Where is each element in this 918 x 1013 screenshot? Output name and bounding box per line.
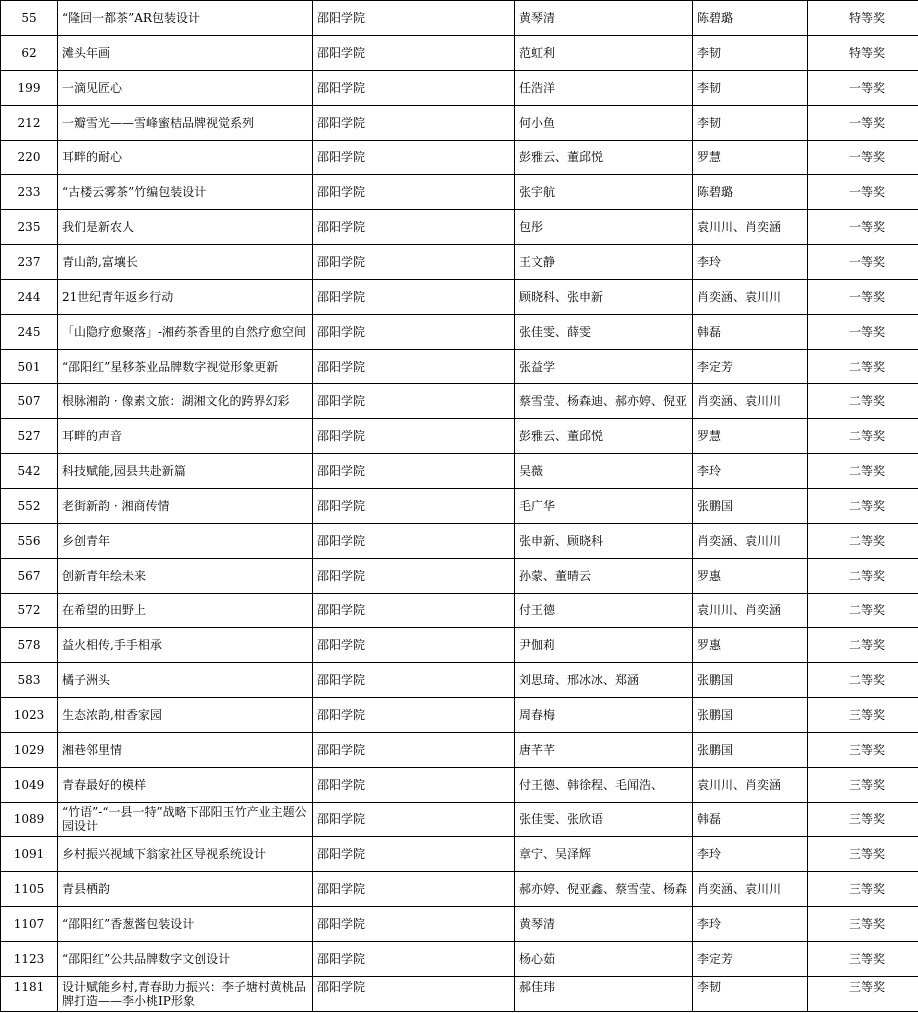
award-cell: 三等奖 [808,837,918,872]
award-cell: 三等奖 [808,976,918,1011]
entry-number-cell: 507 [1,384,58,419]
work-title-cell: 青山韵,富壤长 [58,245,313,280]
advisor-cell: 李玲 [693,245,808,280]
work-title-cell: 根脉湘韵 · 像素文旅：湖湘文化的跨界幻彩 [58,384,313,419]
advisor-cell: 罗慧 [693,140,808,175]
award-cell: 二等奖 [808,454,918,489]
table-row [1,732,918,767]
award-cell: 一等奖 [808,105,918,140]
table-row [1,698,918,733]
school-cell: 邵阳学院 [313,976,515,1011]
table-row [1,36,918,71]
award-cell: 特等奖 [808,1,918,36]
work-title-cell: 益火相传,手手相承 [58,628,313,663]
entry-number-cell: 1123 [1,941,58,976]
school-cell: 邵阳学院 [313,872,515,907]
work-title-cell: 老街新韵 · 湘商传情 [58,488,313,523]
school-cell: 邵阳学院 [313,36,515,71]
advisor-cell: 李定芳 [693,349,808,384]
table-row [1,210,918,245]
award-cell: 二等奖 [808,593,918,628]
advisor-cell: 肖奕涵、袁川川 [693,872,808,907]
award-cell: 三等奖 [808,907,918,942]
authors-cell: 付王德 [515,593,693,628]
advisor-cell: 李韧 [693,105,808,140]
school-cell: 邵阳学院 [313,698,515,733]
work-title-cell: “邵阳红”香葱酱包装设计 [58,907,313,942]
table-row [1,628,918,663]
award-cell: 三等奖 [808,802,918,837]
authors-cell: 杨心茹 [515,941,693,976]
table-row [1,70,918,105]
school-cell: 邵阳学院 [313,210,515,245]
school-cell: 邵阳学院 [313,732,515,767]
advisor-cell: 李定芳 [693,941,808,976]
authors-cell: 王文静 [515,245,693,280]
table-row [1,384,918,419]
entry-number-cell: 233 [1,175,58,210]
authors-cell: 尹伽莉 [515,628,693,663]
entry-number-cell: 527 [1,419,58,454]
table-row [1,802,918,837]
work-title-cell: 滩头年画 [58,36,313,71]
advisor-cell: 袁川川、肖奕涵 [693,767,808,802]
award-cell: 一等奖 [808,140,918,175]
advisor-cell: 袁川川、肖奕涵 [693,210,808,245]
authors-cell: 顾晓科、张申新 [515,279,693,314]
advisor-cell: 张鹏国 [693,698,808,733]
table-row [1,314,918,349]
authors-cell: 郝亦婷、倪亚鑫、蔡雪莹、杨森 [515,872,693,907]
table-row [1,419,918,454]
award-cell: 二等奖 [808,384,918,419]
authors-cell: 孙蒙、董晴云 [515,558,693,593]
award-cell: 三等奖 [808,872,918,907]
work-title-cell: 青县栖韵 [58,872,313,907]
table-row [1,140,918,175]
advisor-cell: 肖奕涵、袁川川 [693,279,808,314]
authors-cell: 范虹利 [515,36,693,71]
advisor-cell: 李玲 [693,907,808,942]
authors-cell: 吴薇 [515,454,693,489]
work-title-cell: 一滴见匠心 [58,70,313,105]
authors-cell: 章宁、吴泽辉 [515,837,693,872]
advisor-cell: 陈碧璐 [693,1,808,36]
entry-number-cell: 572 [1,593,58,628]
advisor-cell: 肖奕涵、袁川川 [693,523,808,558]
work-title-cell: 青春最好的模样 [58,767,313,802]
school-cell: 邵阳学院 [313,488,515,523]
work-title-cell: 橘子洲头 [58,663,313,698]
table-row [1,245,918,280]
work-title-cell: 创新青年绘未来 [58,558,313,593]
entry-number-cell: 245 [1,314,58,349]
award-cell: 二等奖 [808,523,918,558]
school-cell: 邵阳学院 [313,837,515,872]
entry-number-cell: 1107 [1,907,58,942]
work-title-cell: “古楼云雾茶”竹编包装设计 [58,175,313,210]
table-row [1,279,918,314]
advisor-cell: 韩磊 [693,314,808,349]
authors-cell: 张佳雯、薛雯 [515,314,693,349]
advisor-cell: 张鹏国 [693,732,808,767]
school-cell: 邵阳学院 [313,941,515,976]
school-cell: 邵阳学院 [313,314,515,349]
awards-table-body [1,1,918,1012]
entry-number-cell: 1049 [1,767,58,802]
advisor-cell: 张鹏国 [693,488,808,523]
entry-number-cell: 1023 [1,698,58,733]
table-row [1,558,918,593]
table-row [1,1,918,36]
school-cell: 邵阳学院 [313,349,515,384]
advisor-cell: 李韧 [693,976,808,1011]
authors-cell: 张宇航 [515,175,693,210]
entry-number-cell: 556 [1,523,58,558]
authors-cell: 唐芊芊 [515,732,693,767]
work-title-cell: 21世纪青年返乡行动 [58,279,313,314]
entry-number-cell: 542 [1,454,58,489]
work-title-cell: 我们是新农人 [58,210,313,245]
authors-cell: 蔡雪莹、杨森迪、郝亦婷、倪亚 [515,384,693,419]
table-row [1,837,918,872]
entry-number-cell: 1089 [1,802,58,837]
advisor-cell: 张鹏国 [693,663,808,698]
school-cell: 邵阳学院 [313,593,515,628]
authors-cell: 郝佳玮 [515,976,693,1011]
authors-cell: 张申新、顾晓科 [515,523,693,558]
table-row [1,663,918,698]
work-title-cell: 在希望的田野上 [58,593,313,628]
school-cell: 邵阳学院 [313,523,515,558]
award-cell: 二等奖 [808,488,918,523]
work-title-cell: 湘巷邻里情 [58,732,313,767]
work-title-cell: 一瓣雪光——雪峰蜜桔品牌视觉系列 [58,105,313,140]
table-row [1,175,918,210]
entry-number-cell: 199 [1,70,58,105]
school-cell: 邵阳学院 [313,70,515,105]
table-row [1,454,918,489]
authors-cell: 黄琴清 [515,907,693,942]
entry-number-cell: 55 [1,1,58,36]
authors-cell: 刘思琦、邢冰冰、郑涵 [515,663,693,698]
advisor-cell: 李韧 [693,70,808,105]
school-cell: 邵阳学院 [313,454,515,489]
table-row [1,349,918,384]
school-cell: 邵阳学院 [313,663,515,698]
authors-cell: 付王德、韩徐程、毛闻浩、 [515,767,693,802]
award-cell: 一等奖 [808,210,918,245]
award-cell: 特等奖 [808,36,918,71]
work-title-cell: 耳畔的声音 [58,419,313,454]
entry-number-cell: 212 [1,105,58,140]
school-cell: 邵阳学院 [313,140,515,175]
award-cell: 三等奖 [808,732,918,767]
entry-number-cell: 235 [1,210,58,245]
authors-cell: 彭雅云、董邱悦 [515,140,693,175]
entry-number-cell: 237 [1,245,58,280]
school-cell: 邵阳学院 [313,558,515,593]
advisor-cell: 肖奕涵、袁川川 [693,384,808,419]
advisor-cell: 李玲 [693,837,808,872]
advisor-cell: 袁川川、肖奕涵 [693,593,808,628]
authors-cell: 毛广华 [515,488,693,523]
entry-number-cell: 220 [1,140,58,175]
table-row [1,907,918,942]
authors-cell: 包彤 [515,210,693,245]
award-cell: 二等奖 [808,558,918,593]
award-cell: 三等奖 [808,767,918,802]
work-title-cell: 乡村振兴视域下翁家社区导视系统设计 [58,837,313,872]
award-cell: 二等奖 [808,663,918,698]
award-cell: 一等奖 [808,175,918,210]
authors-cell: 任浩洋 [515,70,693,105]
table-row [1,488,918,523]
school-cell: 邵阳学院 [313,105,515,140]
advisor-cell: 罗慧 [693,419,808,454]
school-cell: 邵阳学院 [313,802,515,837]
table-row [1,105,918,140]
work-title-cell: 耳畔的耐心 [58,140,313,175]
authors-cell: 何小鱼 [515,105,693,140]
table-row [1,872,918,907]
entry-number-cell: 501 [1,349,58,384]
entry-number-cell: 244 [1,279,58,314]
work-title-cell: “邵阳红”星移茶业品牌数字视觉形象更新 [58,349,313,384]
school-cell: 邵阳学院 [313,245,515,280]
school-cell: 邵阳学院 [313,767,515,802]
award-cell: 三等奖 [808,698,918,733]
advisor-cell: 韩磊 [693,802,808,837]
work-title-cell: “竹语”-“一县一特”战略下邵阳玉竹产业主题公园设计 [58,802,313,837]
entry-number-cell: 1181 [1,976,58,1011]
award-cell: 二等奖 [808,419,918,454]
table-row [1,593,918,628]
entry-number-cell: 567 [1,558,58,593]
award-cell: 一等奖 [808,279,918,314]
work-title-cell: 「山隐疗愈聚落」-湘药茶香里的自然疗愈空间 [58,314,313,349]
award-cell: 一等奖 [808,314,918,349]
table-row [1,523,918,558]
advisor-cell: 罗惠 [693,558,808,593]
advisor-cell: 李玲 [693,454,808,489]
work-title-cell: “邵阳红”公共品牌数字文创设计 [58,941,313,976]
award-cell: 二等奖 [808,349,918,384]
entry-number-cell: 1091 [1,837,58,872]
school-cell: 邵阳学院 [313,384,515,419]
authors-cell: 张佳雯、张欣语 [515,802,693,837]
work-title-cell: 乡创青年 [58,523,313,558]
entry-number-cell: 578 [1,628,58,663]
school-cell: 邵阳学院 [313,175,515,210]
school-cell: 邵阳学院 [313,907,515,942]
school-cell: 邵阳学院 [313,419,515,454]
advisor-cell: 陈碧璐 [693,175,808,210]
school-cell: 邵阳学院 [313,628,515,663]
authors-cell: 彭雅云、董邱悦 [515,419,693,454]
table-row [1,941,918,976]
work-title-cell: 生态浓韵,柑香家园 [58,698,313,733]
authors-cell: 黄琴清 [515,1,693,36]
authors-cell: 张益学 [515,349,693,384]
authors-cell: 周春梅 [515,698,693,733]
work-title-cell: 设计赋能乡村,青春助力振兴：李子塘村黄桃品牌打造——李小桃IP形象 [58,976,313,1011]
entry-number-cell: 1029 [1,732,58,767]
entry-number-cell: 583 [1,663,58,698]
school-cell: 邵阳学院 [313,279,515,314]
entry-number-cell: 62 [1,36,58,71]
advisor-cell: 罗惠 [693,628,808,663]
advisor-cell: 李韧 [693,36,808,71]
table-row [1,767,918,802]
award-cell: 一等奖 [808,70,918,105]
entry-number-cell: 1105 [1,872,58,907]
award-cell: 二等奖 [808,628,918,663]
entry-number-cell: 552 [1,488,58,523]
work-title-cell: “隆回一都茶”AR包装设计 [58,1,313,36]
table-row [1,976,918,1011]
work-title-cell: 科技赋能,园县共赴新篇 [58,454,313,489]
school-cell: 邵阳学院 [313,1,515,36]
award-cell: 三等奖 [808,941,918,976]
award-cell: 一等奖 [808,245,918,280]
